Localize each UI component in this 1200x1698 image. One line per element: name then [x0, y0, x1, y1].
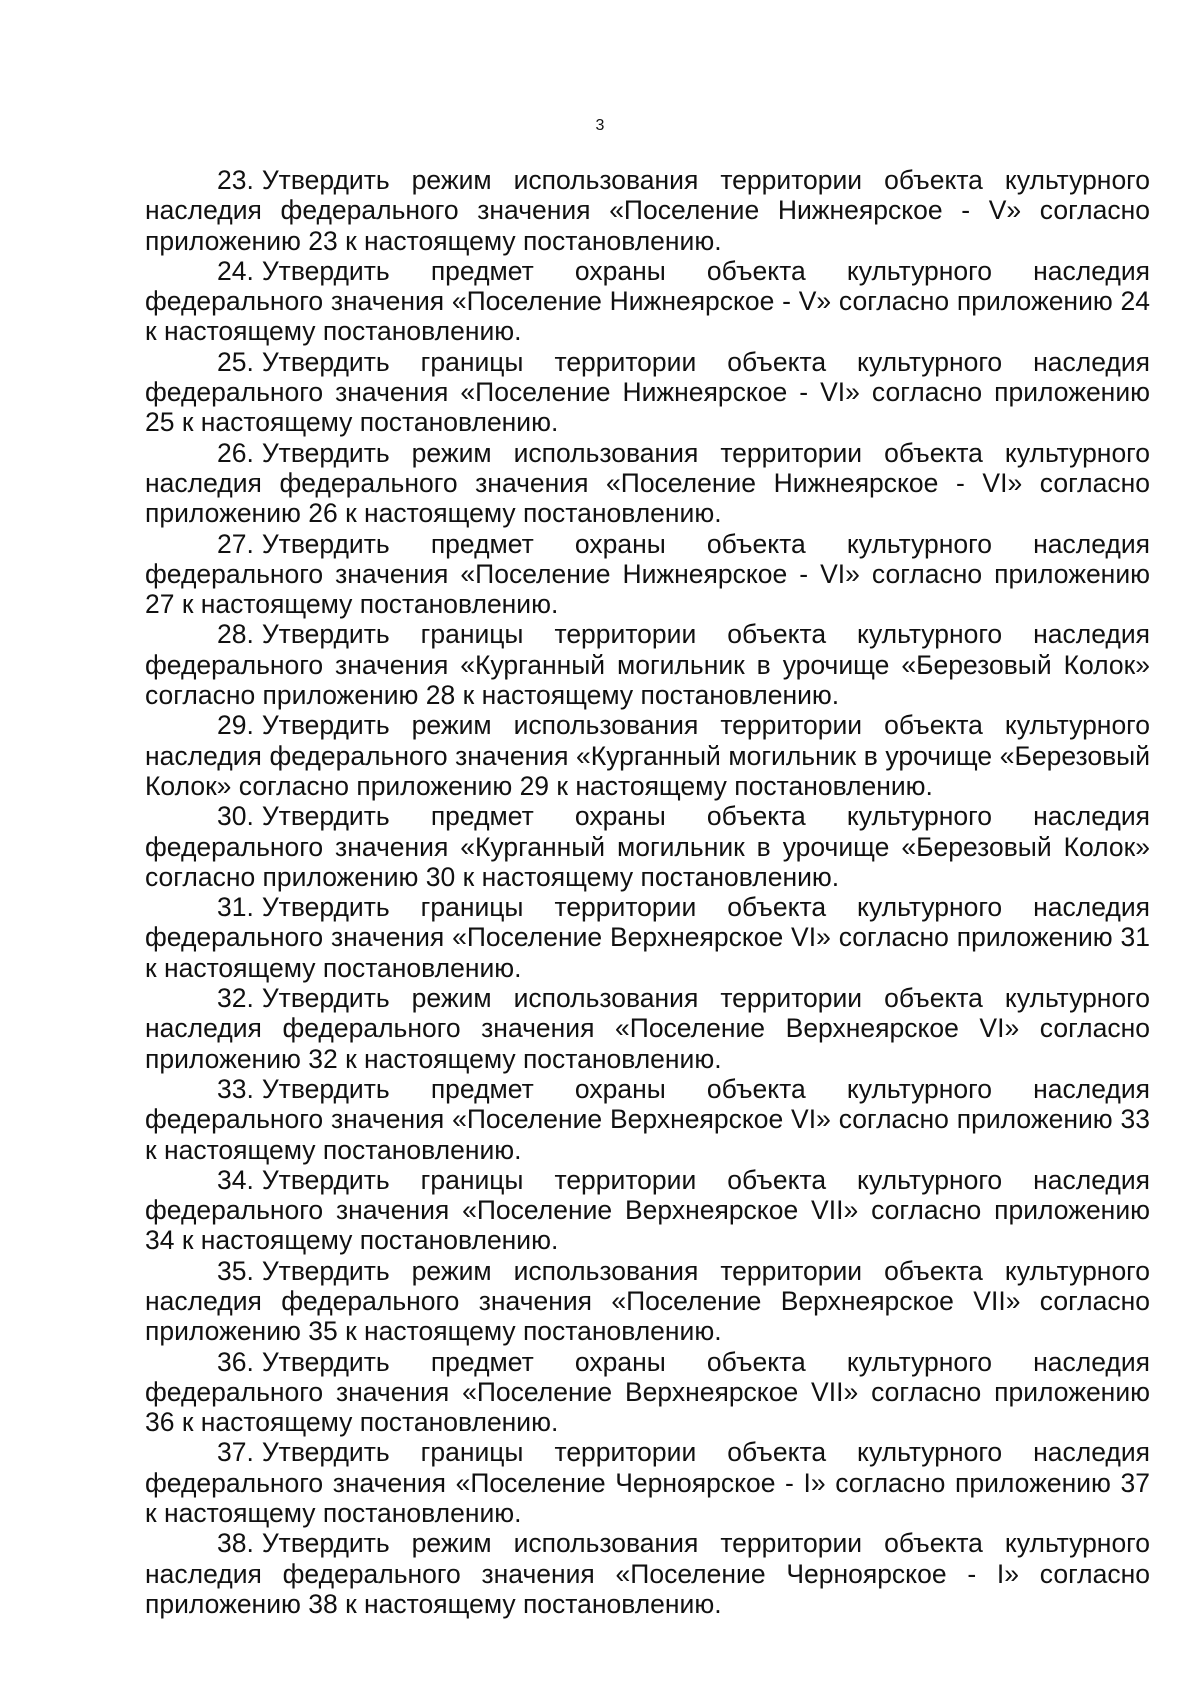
paragraph-text: Утвердить предмет охраны объекта культурного наследия федерального значения «Поселение Нижнеярское - VI» согласно приложению 27 к настоящему постановлению. — [145, 528, 1150, 620]
paragraph-item — [145, 892, 1150, 983]
paragraph-text: Утвердить границы территории объекта культурного наследия федерального значения «Курганный могильник в урочище «Березовый Колок» согласно приложению 28 к настоящему постановлению. — [145, 619, 1150, 711]
paragraph-number: 37. — [217, 1437, 254, 1468]
paragraph-item — [145, 529, 1150, 620]
paragraph-number: 36. — [217, 1346, 254, 1377]
paragraph-item — [145, 710, 1150, 801]
paragraph-number: 24. — [217, 255, 254, 286]
paragraph-text: Утвердить границы территории объекта культурного наследия федерального значения «Поселение Нижнеярское - VI» согласно приложению 25 к настоящему постановлению. — [145, 346, 1150, 438]
paragraph-text: Утвердить предмет охраны объекта культурного наследия федерального значения «Поселение Верхнеярское VII» согласно приложению 36 к настоящему постановлению. — [145, 1346, 1150, 1438]
paragraph-item — [145, 1347, 1150, 1438]
paragraph-number: 30. — [217, 801, 254, 832]
paragraph-text: Утвердить предмет охраны объекта культурного наследия федерального значения «Поселение Верхнеярское VI» согласно приложению 33 к настоящему постановлению. — [145, 1073, 1150, 1165]
paragraph-text: Утвердить режим использования территории объекта культурного наследия федерального значения «Курганный могильник в урочище «Березовый Колок» согласно приложению 29 к настоящему постановлению. — [145, 710, 1150, 801]
paragraph-text: Утвердить предмет охраны объекта культурного наследия федерального значения «Курганный могильник в урочище «Березовый Колок» согласно приложению 30 к настоящему постановлению. — [145, 801, 1150, 892]
paragraph-text: Утвердить предмет охраны объекта культурного наследия федерального значения «Поселение Нижнеярское - V» согласно приложению 24 к настоящему постановлению. — [145, 255, 1150, 347]
paragraph-item — [145, 801, 1150, 892]
document-body — [145, 165, 1150, 1619]
paragraph-text: Утвердить режим использования территории объекта культурного наследия федерального значения «Поселение Черноярское - I» согласно приложению 38 к настоящему постановлению. — [145, 1528, 1150, 1619]
paragraph-item — [145, 983, 1150, 1074]
paragraph-text: Утвердить границы территории объекта культурного наследия федерального значения «Поселение Верхнеярское VI» согласно приложению 31 к настоящему постановлению. — [145, 892, 1150, 983]
paragraph-item — [145, 1437, 1150, 1528]
paragraph-number: 27. — [217, 528, 254, 559]
paragraph-item — [145, 438, 1150, 529]
paragraph-item — [145, 165, 1150, 256]
paragraph-text: Утвердить границы территории объекта культурного наследия федерального значения «Поселение Черноярское - I» согласно приложению 37 к настоящему постановлению. — [145, 1437, 1150, 1529]
paragraph-item — [145, 1074, 1150, 1165]
paragraph-number: 28. — [217, 619, 254, 650]
paragraph-number: 38. — [217, 1528, 254, 1559]
paragraph-number: 35. — [217, 1255, 254, 1286]
paragraph-item — [145, 347, 1150, 438]
paragraph-item — [145, 1256, 1150, 1347]
paragraph-number: 25. — [217, 346, 254, 377]
paragraph-text: Утвердить границы территории объекта культурного наследия федерального значения «Поселение Верхнеярское VII» согласно приложению 34 к настоящему постановлению. — [145, 1164, 1150, 1256]
page-number: 3 — [595, 117, 605, 134]
paragraph-number: 34. — [217, 1164, 254, 1195]
paragraph-item — [145, 1165, 1150, 1256]
paragraph-text: Утвердить режим использования территории объекта культурного наследия федерального значения «Поселение Нижнеярское - VI» согласно приложению 26 к настоящему постановлению. — [145, 437, 1150, 529]
paragraph-item — [145, 619, 1150, 710]
paragraph-item — [145, 256, 1150, 347]
paragraph-number: 31. — [217, 892, 254, 923]
paragraph-number: 23. — [217, 165, 254, 195]
paragraph-number: 29. — [217, 710, 254, 741]
paragraph-text: Утвердить режим использования территории объекта культурного наследия федерального значения «Поселение Верхнеярское VII» согласно приложению 35 к настоящему постановлению. — [145, 1255, 1150, 1347]
paragraph-number: 32. — [217, 983, 254, 1014]
paragraph-number: 26. — [217, 437, 254, 468]
paragraph-text: Утвердить режим использования территории объекта культурного наследия федерального значения «Поселение Верхнеярское VI» согласно приложению 32 к настоящему постановлению. — [145, 983, 1150, 1074]
paragraph-item — [145, 1528, 1150, 1619]
paragraph-text: Утвердить режим использования территории объекта культурного наследия федерального значения «Поселение Нижнеярское - V» согласно приложению 23 к настоящему постановлению. — [145, 165, 1150, 256]
paragraph-number: 33. — [217, 1073, 254, 1104]
